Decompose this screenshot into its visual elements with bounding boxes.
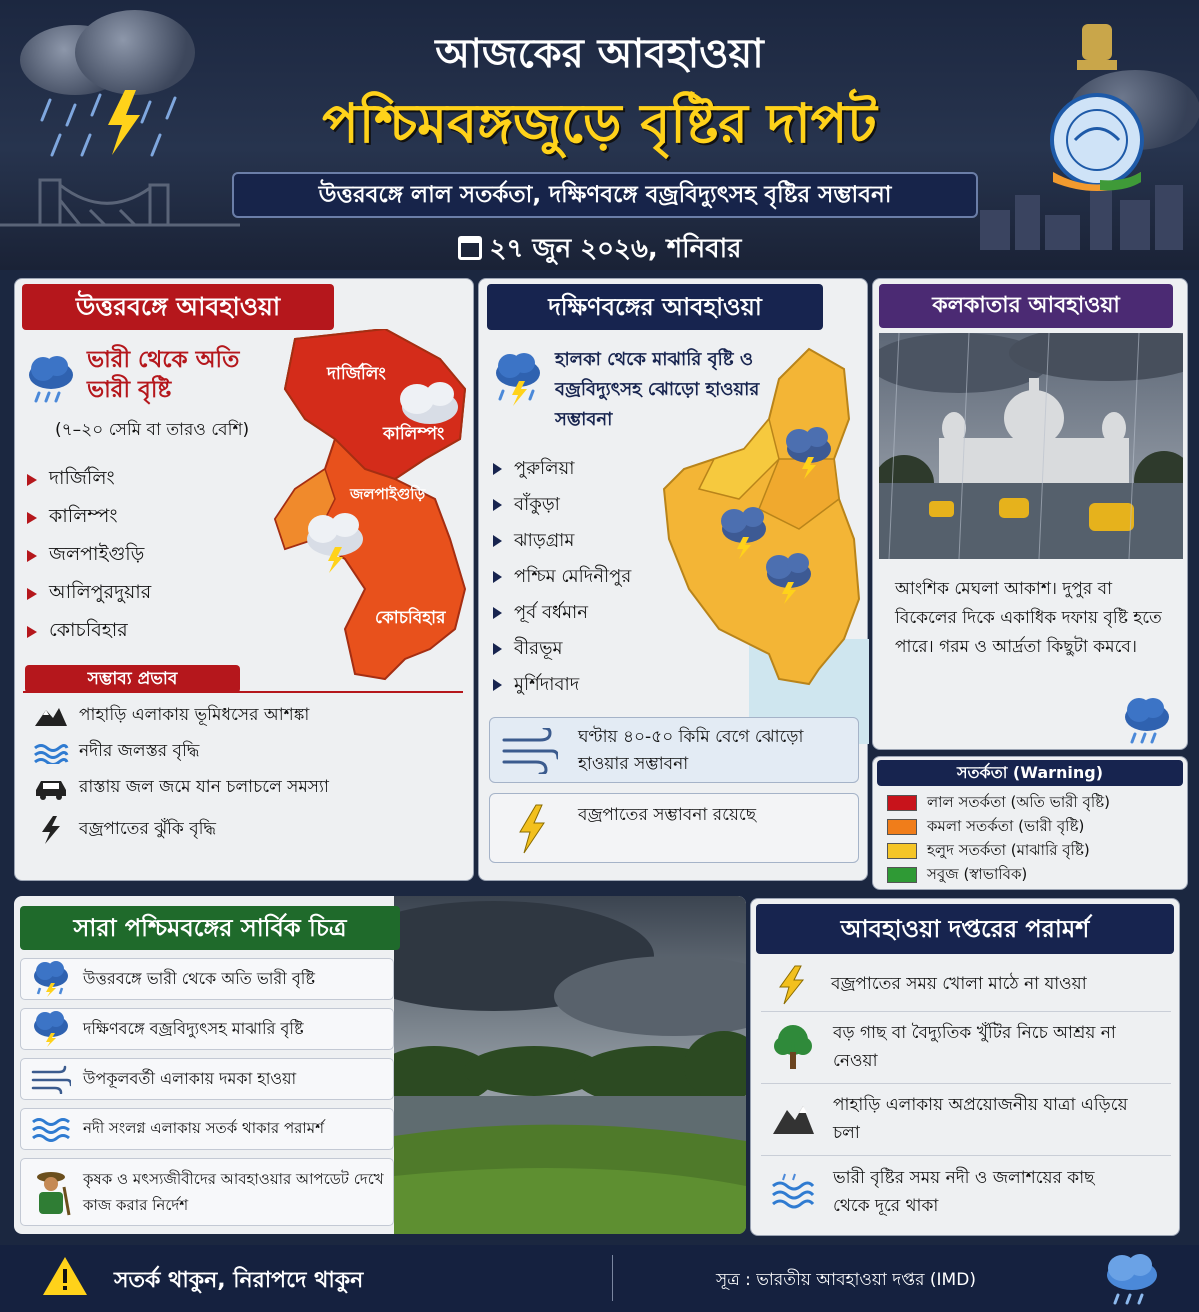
- overall-item: উত্তরবঙ্গে ভারী থেকে অতি ভারী বৃষ্টি: [20, 958, 394, 1000]
- kolkata-panel: [872, 278, 1188, 750]
- warning-legend: [872, 756, 1188, 890]
- north-rain-amount: (৭–২০ সেমি বা তারও বেশি): [55, 420, 250, 440]
- district-item: কোচবিহার: [27, 613, 151, 651]
- north-panel-title: উত্তরবঙ্গে আবহাওয়া: [22, 284, 334, 330]
- district-item: ঝাড়গ্রাম: [493, 523, 631, 559]
- green-swatch: [887, 867, 917, 883]
- rain-cloud-icon: [31, 961, 71, 997]
- district-item: পশ্চিম মেদিনীপুর: [493, 559, 631, 595]
- yellow-swatch: [887, 843, 917, 859]
- impact-item: নদীর জলস্তর বৃদ্ধি: [33, 737, 199, 767]
- impact-title: সম্ভাব্য প্রভাব: [25, 665, 240, 693]
- warning-level-orange: কমলা সতর্কতা (ভারী বৃষ্টি): [887, 815, 1110, 839]
- impact-item: পাহাড়ি এলাকায় ভূমিধসের আশঙ্কা: [33, 701, 309, 731]
- water-waves-icon: [33, 740, 69, 764]
- water-waves-icon: [771, 1172, 815, 1212]
- imd-emblem-icon: [1045, 22, 1150, 197]
- north-bengal-map: [265, 329, 480, 689]
- overall-panel: [14, 896, 746, 1234]
- wind-icon: [502, 728, 558, 774]
- kolkata-rain-photo: [879, 333, 1183, 559]
- advice-item: বড় গাছ বা বৈদ্যুতিক খুঁটির নিচে আশ্রয় না নেওয়া: [761, 1013, 1171, 1081]
- district-item: আলিপুরদুয়ার: [27, 575, 151, 613]
- header-subtitle: উত্তরবঙ্গে লাল সতর্কতা, দক্ষিণবঙ্গে বজ্রবিদ্যুৎসহ বৃষ্টির সম্ভাবনা: [232, 172, 978, 218]
- warning-triangle-icon: [42, 1255, 88, 1297]
- header-date: [0, 228, 1199, 270]
- south-district-list: [493, 451, 631, 703]
- water-waves-icon: [31, 1114, 71, 1144]
- north-forecast: ভারী থেকে অতি ভারী বৃষ্টি: [87, 347, 240, 403]
- overall-panel-title: সারা পশ্চিমবঙ্গের সার্বিক চিত্র: [20, 906, 400, 950]
- mountain-icon: [33, 704, 69, 728]
- district-item: বাঁকুড়া: [493, 487, 631, 523]
- district-item: জলপাইগুড়ি: [27, 537, 151, 575]
- header-title-line2: পশ্চিমবঙ্গজুড়ে বৃষ্টির দাপট: [322, 92, 877, 155]
- date-text: ২৭ জুন ২০২৬, শনিবার: [489, 234, 742, 264]
- advice-panel-title: আবহাওয়া দপ্তরের পরামর্শ: [756, 904, 1174, 954]
- warning-level-green: সবুজ (স্বাভাবিক): [887, 863, 1110, 887]
- kolkata-panel-title: কলকাতার আবহাওয়া: [879, 284, 1173, 328]
- footer: [0, 1245, 1199, 1312]
- district-item: বীরভূম: [493, 631, 631, 667]
- lightning-info-box: [489, 793, 859, 863]
- lightning-icon: [775, 965, 809, 1005]
- rain-cloud-icon: [25, 353, 77, 405]
- footer-source: সূত্র : ভারতীয় আবহাওয়া দপ্তর (IMD): [716, 1270, 976, 1290]
- header-banner: [0, 0, 1199, 270]
- car-icon: [33, 776, 69, 800]
- lightning-icon: [33, 815, 69, 845]
- overall-item: উপকূলবর্তী এলাকায় দমকা হাওয়া: [20, 1058, 394, 1100]
- district-item: কালিম্পং: [27, 499, 151, 537]
- north-district-list: [27, 461, 151, 651]
- rain-cloud-icon: [1121, 697, 1173, 745]
- map-label-kalimpong: কালিম্পং: [383, 424, 445, 443]
- wind-text: ঘণ্টায় ৪০-৫০ কিমি বেগে ঝোড়ো হাওয়ার সম্ভাবনা: [578, 727, 804, 774]
- district-item: পুরুলিয়া: [493, 451, 631, 487]
- orange-swatch: [887, 819, 917, 835]
- farmer-icon: [31, 1167, 71, 1217]
- red-swatch: [887, 795, 917, 811]
- advice-item: পাহাড়ি এলাকায় অপ্রয়োজনীয় যাত্রা এড়িয়ে চলা: [761, 1085, 1171, 1153]
- district-item: পূর্ব বর্ধমান: [493, 595, 631, 631]
- advice-item: বজ্রপাতের সময় খোলা মাঠে না যাওয়া: [761, 959, 1171, 1011]
- wind-icon: [31, 1064, 71, 1094]
- tree-icon: [773, 1024, 813, 1070]
- kolkata-description: আংশিক মেঘলা আকাশ। দুপুর বা বিকেলের দিকে একাধিক দফায় বৃষ্টি হতে পারে। গরম ও আর্দ্রতা কিছুটা কমবে।: [895, 579, 1162, 657]
- overall-item: নদী সংলগ্ন এলাকায় সতর্ক থাকার পরামর্শ: [20, 1108, 394, 1150]
- wind-info-box: [489, 717, 859, 783]
- impact-item: বজ্রপাতের ঝুঁকি বৃদ্ধি: [33, 815, 216, 845]
- south-forecast: হালকা থেকে মাঝারি বৃষ্টি ও বজ্রবিদ্যুৎসহ ঝোড়ো হাওয়ার সম্ভাবনা: [555, 349, 760, 430]
- district-item: মুর্শিদাবাদ: [493, 667, 631, 703]
- map-label-jalpaiguri: জলপাইগুড়ি: [350, 486, 426, 503]
- warning-level-yellow: হলুদ সতর্কতা (মাঝারি বৃষ্টি): [887, 839, 1110, 863]
- storm-cloud-icon: [400, 382, 458, 424]
- warning-title: সতর্কতা (Warning): [877, 760, 1183, 786]
- calendar-icon: [458, 236, 482, 260]
- map-label-coochbehar: কোচবিহার: [375, 608, 446, 627]
- advice-item: ভারী বৃষ্টির সময় নদী ও জলাশয়ের কাছ থেকে দূরে থাকা: [761, 1157, 1171, 1227]
- lightning-text: বজ্রপাতের সম্ভাবনা রয়েছে: [578, 805, 757, 825]
- district-item: দার্জিলিং: [27, 461, 151, 499]
- south-bengal-panel: [478, 278, 868, 881]
- warning-levels: [887, 791, 1110, 887]
- overall-item: দক্ষিণবঙ্গে বজ্রবিদ্যুৎসহ মাঝারি বৃষ্টি: [20, 1008, 394, 1050]
- impact-item: রাস্তায় জল জমে যান চলাচলে সমস্যা: [33, 773, 329, 803]
- map-label-darjeeling: দার্জিলিং: [327, 364, 386, 383]
- footer-message: সতর্ক থাকুন, নিরাপদে থাকুন: [114, 1268, 364, 1293]
- lightning-icon: [514, 804, 550, 854]
- north-bengal-panel: [14, 278, 474, 881]
- south-panel-title: দক্ষিণবঙ্গের আবহাওয়া: [487, 284, 823, 330]
- header-title-line1: আজকের আবহাওয়া: [435, 31, 764, 77]
- advice-panel: [750, 898, 1180, 1236]
- storm-cloud-icon: [493, 351, 543, 407]
- overall-item: কৃষক ও মৎস্যজীবীদের আবহাওয়ার আপডেট দেখে কাজ করার নির্দেশ: [20, 1158, 394, 1226]
- warning-level-red: লাল সতর্কতা (অতি ভারী বৃষ্টি): [887, 791, 1110, 815]
- storm-cloud-icon: [31, 1011, 71, 1047]
- monsoon-landscape-photo: [394, 896, 746, 1234]
- rain-cloud-icon: [1102, 1253, 1162, 1307]
- mountain-icon: [771, 1102, 815, 1136]
